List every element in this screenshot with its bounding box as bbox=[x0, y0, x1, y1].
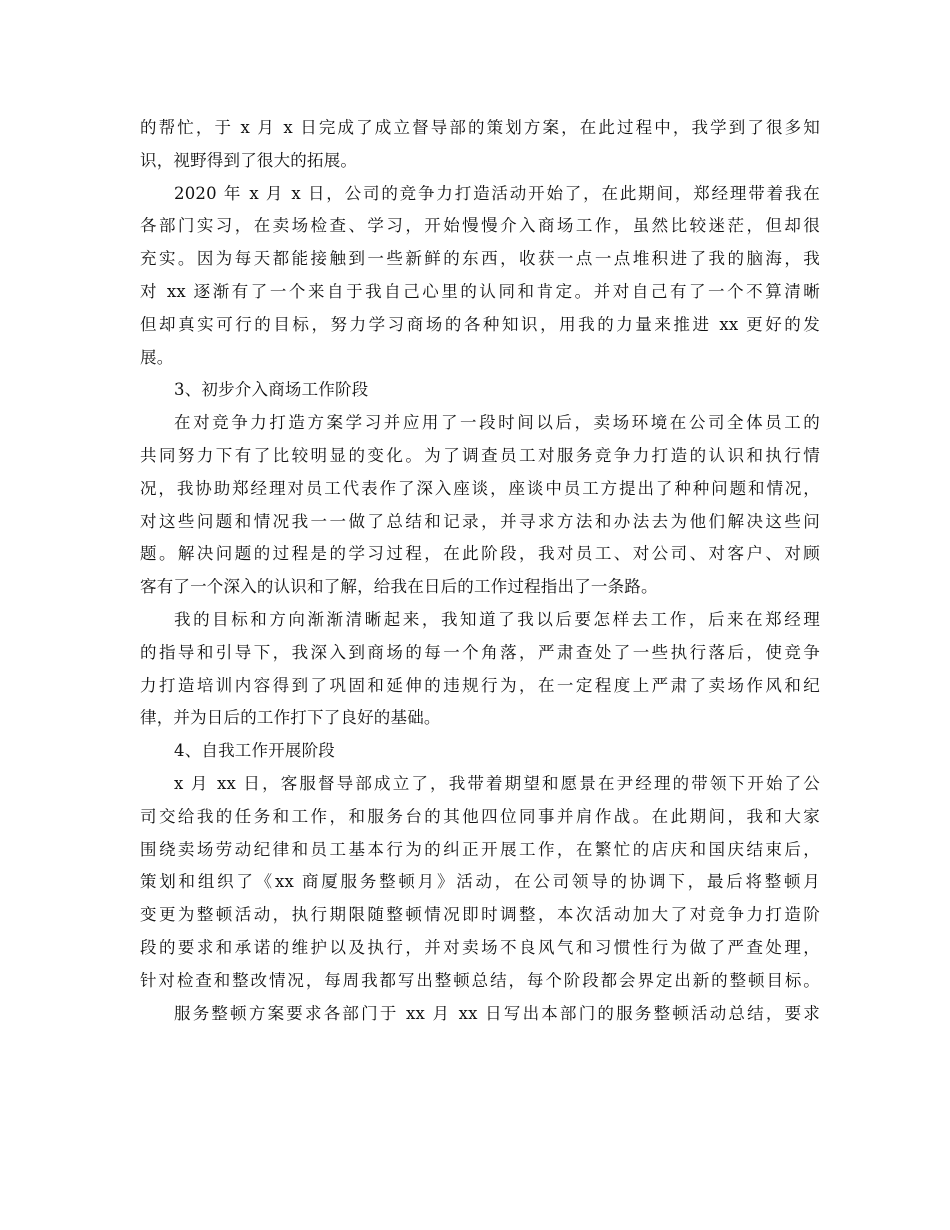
text-line: 题。解决问题的过程是的学习过程，在此阶段，我对员工、对公司、对客户、对顾 bbox=[140, 544, 820, 564]
text-line: 况，我协助郑经理对员工代表作了深入座谈，座谈中员工方提出了种种问题和情况， bbox=[140, 478, 820, 498]
text-line: 3、初步介入商场工作阶段 bbox=[174, 380, 369, 400]
text-line: 律，并为日后的工作打下了良好的基础。 bbox=[140, 708, 441, 728]
text-line: 服务整顿方案要求各部门于 xx 月 xx 日写出本部门的服务整顿活动总结，要求 bbox=[174, 1003, 820, 1023]
text-line: 2020 年 x 月 x 日，公司的竞争力打造活动开始了，在此期间，郑经理带着我在 bbox=[174, 183, 820, 203]
text-line: 对 xx 逐渐有了一个来自于我自己心里的认同和肯定。并对自己有了一个不算清晰 bbox=[140, 281, 820, 301]
text-line: 但却真实可行的目标，努力学习商场的各种知识，用我的力量来推进 xx 更好的发 bbox=[140, 314, 820, 334]
text-line: 力打造培训内容得到了巩固和延伸的违规行为，在一定程度上严肃了卖场作风和纪 bbox=[140, 675, 820, 695]
text-line: 的指导和引导下，我深入到商场的每一个角落，严肃查处了一些执行落后，使竞争 bbox=[140, 642, 820, 662]
text-line: 在对竞争力打造方案学习并应用了一段时间以后，卖场环境在公司全体员工的 bbox=[174, 413, 820, 433]
text-line: 变更为整顿活动，执行期限随整顿情况即时调整，本次活动加大了对竞争力打造阶 bbox=[140, 905, 820, 925]
text-line: x 月 xx 日，客服督导部成立了，我带着期望和愿景在尹经理的带领下开始了公 bbox=[174, 773, 820, 793]
text-line: 策划和组织了《xx 商厦服务整顿月》活动，在公司领导的协调下，最后将整顿月 bbox=[140, 872, 820, 892]
text-line: 司交给我的任务和工作，和服务台的其他四位同事并肩作战。在此期间，我和大家 bbox=[140, 806, 820, 826]
text-line: 围绕卖场劳动纪律和员工基本行为的纠正开展工作，在繁忙的店庆和国庆结束后， bbox=[140, 839, 820, 859]
text-line: 针对检查和整改情况，每周我都写出整顿总结，每个阶段都会界定出新的整顿目标。 bbox=[140, 970, 820, 990]
text-line: 充实。因为每天都能接触到一些新鲜的东西，收获一点一点堆积进了我的脑海，我 bbox=[140, 249, 820, 269]
text-line: 各部门实习，在卖场检查、学习，开始慢慢介入商场工作，虽然比较迷茫，但却很 bbox=[140, 216, 820, 236]
text-line: 对这些问题和情况我一一做了总结和记录，并寻求方法和办法去为他们解决这些问 bbox=[140, 511, 820, 531]
text-line: 的帮忙，于 x 月 x 日完成了成立督导部的策划方案，在此过程中，我学到了很多知 bbox=[140, 118, 820, 137]
text-line: 我的目标和方向渐渐清晰起来，我知道了我以后要怎样去工作，后来在郑经理 bbox=[174, 609, 820, 629]
text-line: 展。 bbox=[140, 347, 174, 367]
document-body bbox=[140, 112, 820, 1030]
text-line: 共同努力下有了比较明显的变化。为了调查员工对服务竞争力打造的认识和执行情 bbox=[140, 445, 820, 465]
text-line: 识，视野得到了很大的拓展。 bbox=[140, 150, 358, 170]
text-line: 段的要求和承诺的维护以及执行，并对卖场不良风气和习惯性行为做了严查处理， bbox=[140, 937, 820, 957]
text-line: 4、自我工作开展阶段 bbox=[174, 741, 335, 761]
text-line: 客有了一个深入的认识和了解，给我在日后的工作过程指出了一条路。 bbox=[140, 577, 658, 597]
